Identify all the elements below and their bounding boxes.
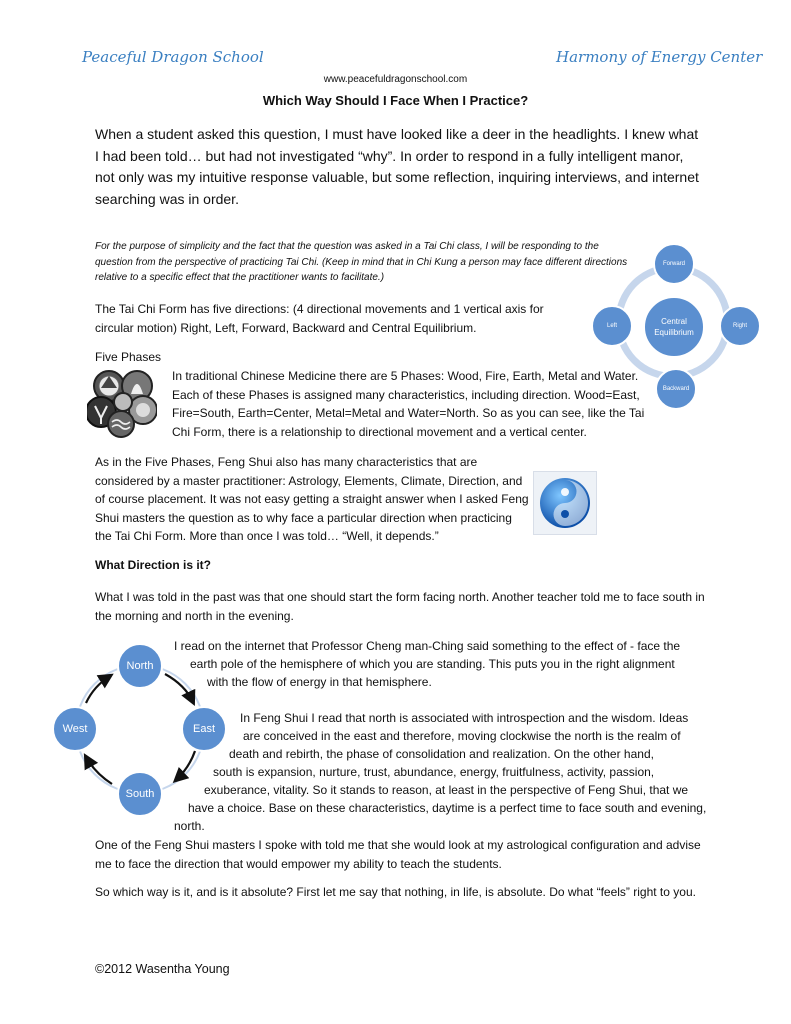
school-name-logo: Peaceful Dragon School xyxy=(82,48,264,66)
direction-p3-line-4: south is expansion, nurture, trust, abundance, energy, fruitfulness, activity, passion, xyxy=(213,765,655,779)
intro-paragraph: When a student asked this question, I must have looked like a deer in the headlights. I knew what I had been told… but had not investigated “why”. In order to respond in a fully intelligent manor, not only was my intuitive response valuable, but some reflection, inquiring interviews, and internet searching was in order. xyxy=(95,126,699,207)
direction-paragraph-1: What I was told in the past was that one should start the form facing north. Another teacher told me to face south in the morning and north in the evening. xyxy=(95,590,705,623)
direction-p3-line-7: north. xyxy=(174,819,205,833)
tai-chi-form-paragraph: The Tai Chi Form has five directions: (4 directional movements and 1 vertical axis for circular motion) Right, Left, Forward, Backward and Central Equilibrium. xyxy=(95,302,544,335)
center-name-logo: Harmony of Energy Center xyxy=(556,48,763,66)
direction-paragraph-4: One of the Feng Shui masters I spoke with told me that she would look at my astrological configuration and advise me to face the direction that would empower my ability to teach the students. xyxy=(95,838,701,871)
page-title: Which Way Should I Face When I Practice? xyxy=(262,93,529,108)
yin-yang-icon xyxy=(533,471,597,535)
direction-p2-line-3: with the flow of energy in that hemisphere. xyxy=(207,675,432,689)
backward-node: Backward xyxy=(655,368,697,410)
east-node: East xyxy=(181,706,227,752)
left-node: Left xyxy=(591,305,633,347)
italic-note: For the purpose of simplicity and the fact that the question was asked in a Tai Chi class, I will be responding to the question from the perspective of practicing Tai Chi. (Keep in mind that in Chi Kung a person may face different directions relative to a specific effect that the practitioner wants to facilitate.) xyxy=(95,241,628,283)
five-phases-paragraph: In traditional Chinese Medicine there are 5 Phases: Wood, Fire, Earth, Metal and Water. Each of these Phases is assigned many characteristics, including direction. Wood=East, Fire=South, Earth=Center, Metal=Metal and Water=North. So as you can see, like the Tai Chi Form, there is a relationship to directional movement and a vertical center. xyxy=(172,369,645,439)
five-phases-heading: Five Phases xyxy=(95,350,162,364)
north-node: North xyxy=(117,643,163,689)
south-node: South xyxy=(117,771,163,817)
direction-p3-line-1: In Feng Shui I read that north is associated with introspection and the wisdom. Ideas xyxy=(240,711,689,725)
central-equilibrium-node: Central Equilibrium xyxy=(643,296,705,358)
what-direction-heading: What Direction is it? xyxy=(95,558,212,572)
direction-p3-line-6: have a choice. Base on these characteristics, daytime is a perfect time to face south and evening, xyxy=(188,801,707,815)
forward-node: Forward xyxy=(653,243,695,285)
direction-p3-line-3: death and rebirth, the phase of consolidation and realization. On the other hand, xyxy=(229,747,654,761)
direction-p2-line-1: I read on the internet that Professor Cheng man-Ching said something to the effect of - face the xyxy=(174,639,681,653)
direction-p3-line-2: are conceived in the east and therefore, moving clockwise the north is the realm of xyxy=(243,729,681,743)
direction-p2-line-2: earth pole of the hemisphere of which you are standing. This puts you in the right alignment xyxy=(190,657,675,671)
copyright-footer: ©2012 Wasentha Young xyxy=(95,962,230,976)
direction-p3-line-5: exuberance, vitality. So it stands to reason, at least in the perspective of Feng Shui, that we xyxy=(204,783,689,797)
west-node: West xyxy=(52,706,98,752)
direction-paragraph-5: So which way is it, and is it absolute? First let me say that nothing, in life, is absolute. Do what “feels” right to you. xyxy=(95,885,696,899)
right-node: Right xyxy=(719,305,761,347)
feng-shui-paragraph: As in the Five Phases, Feng Shui also has many characteristics that are considered by a master practitioner: Astrology, Elements, Climate, Direction, and of course placement. It was not easy getting a straight answer when I asked Feng Shui masters the question as to why face a particular direction when practicing the Tai Chi Form. More than once I was told… “Well, it depends.” xyxy=(95,455,529,543)
website-url: www.peacefuldragonschool.com xyxy=(323,74,468,85)
five-phases-icon xyxy=(87,366,157,438)
